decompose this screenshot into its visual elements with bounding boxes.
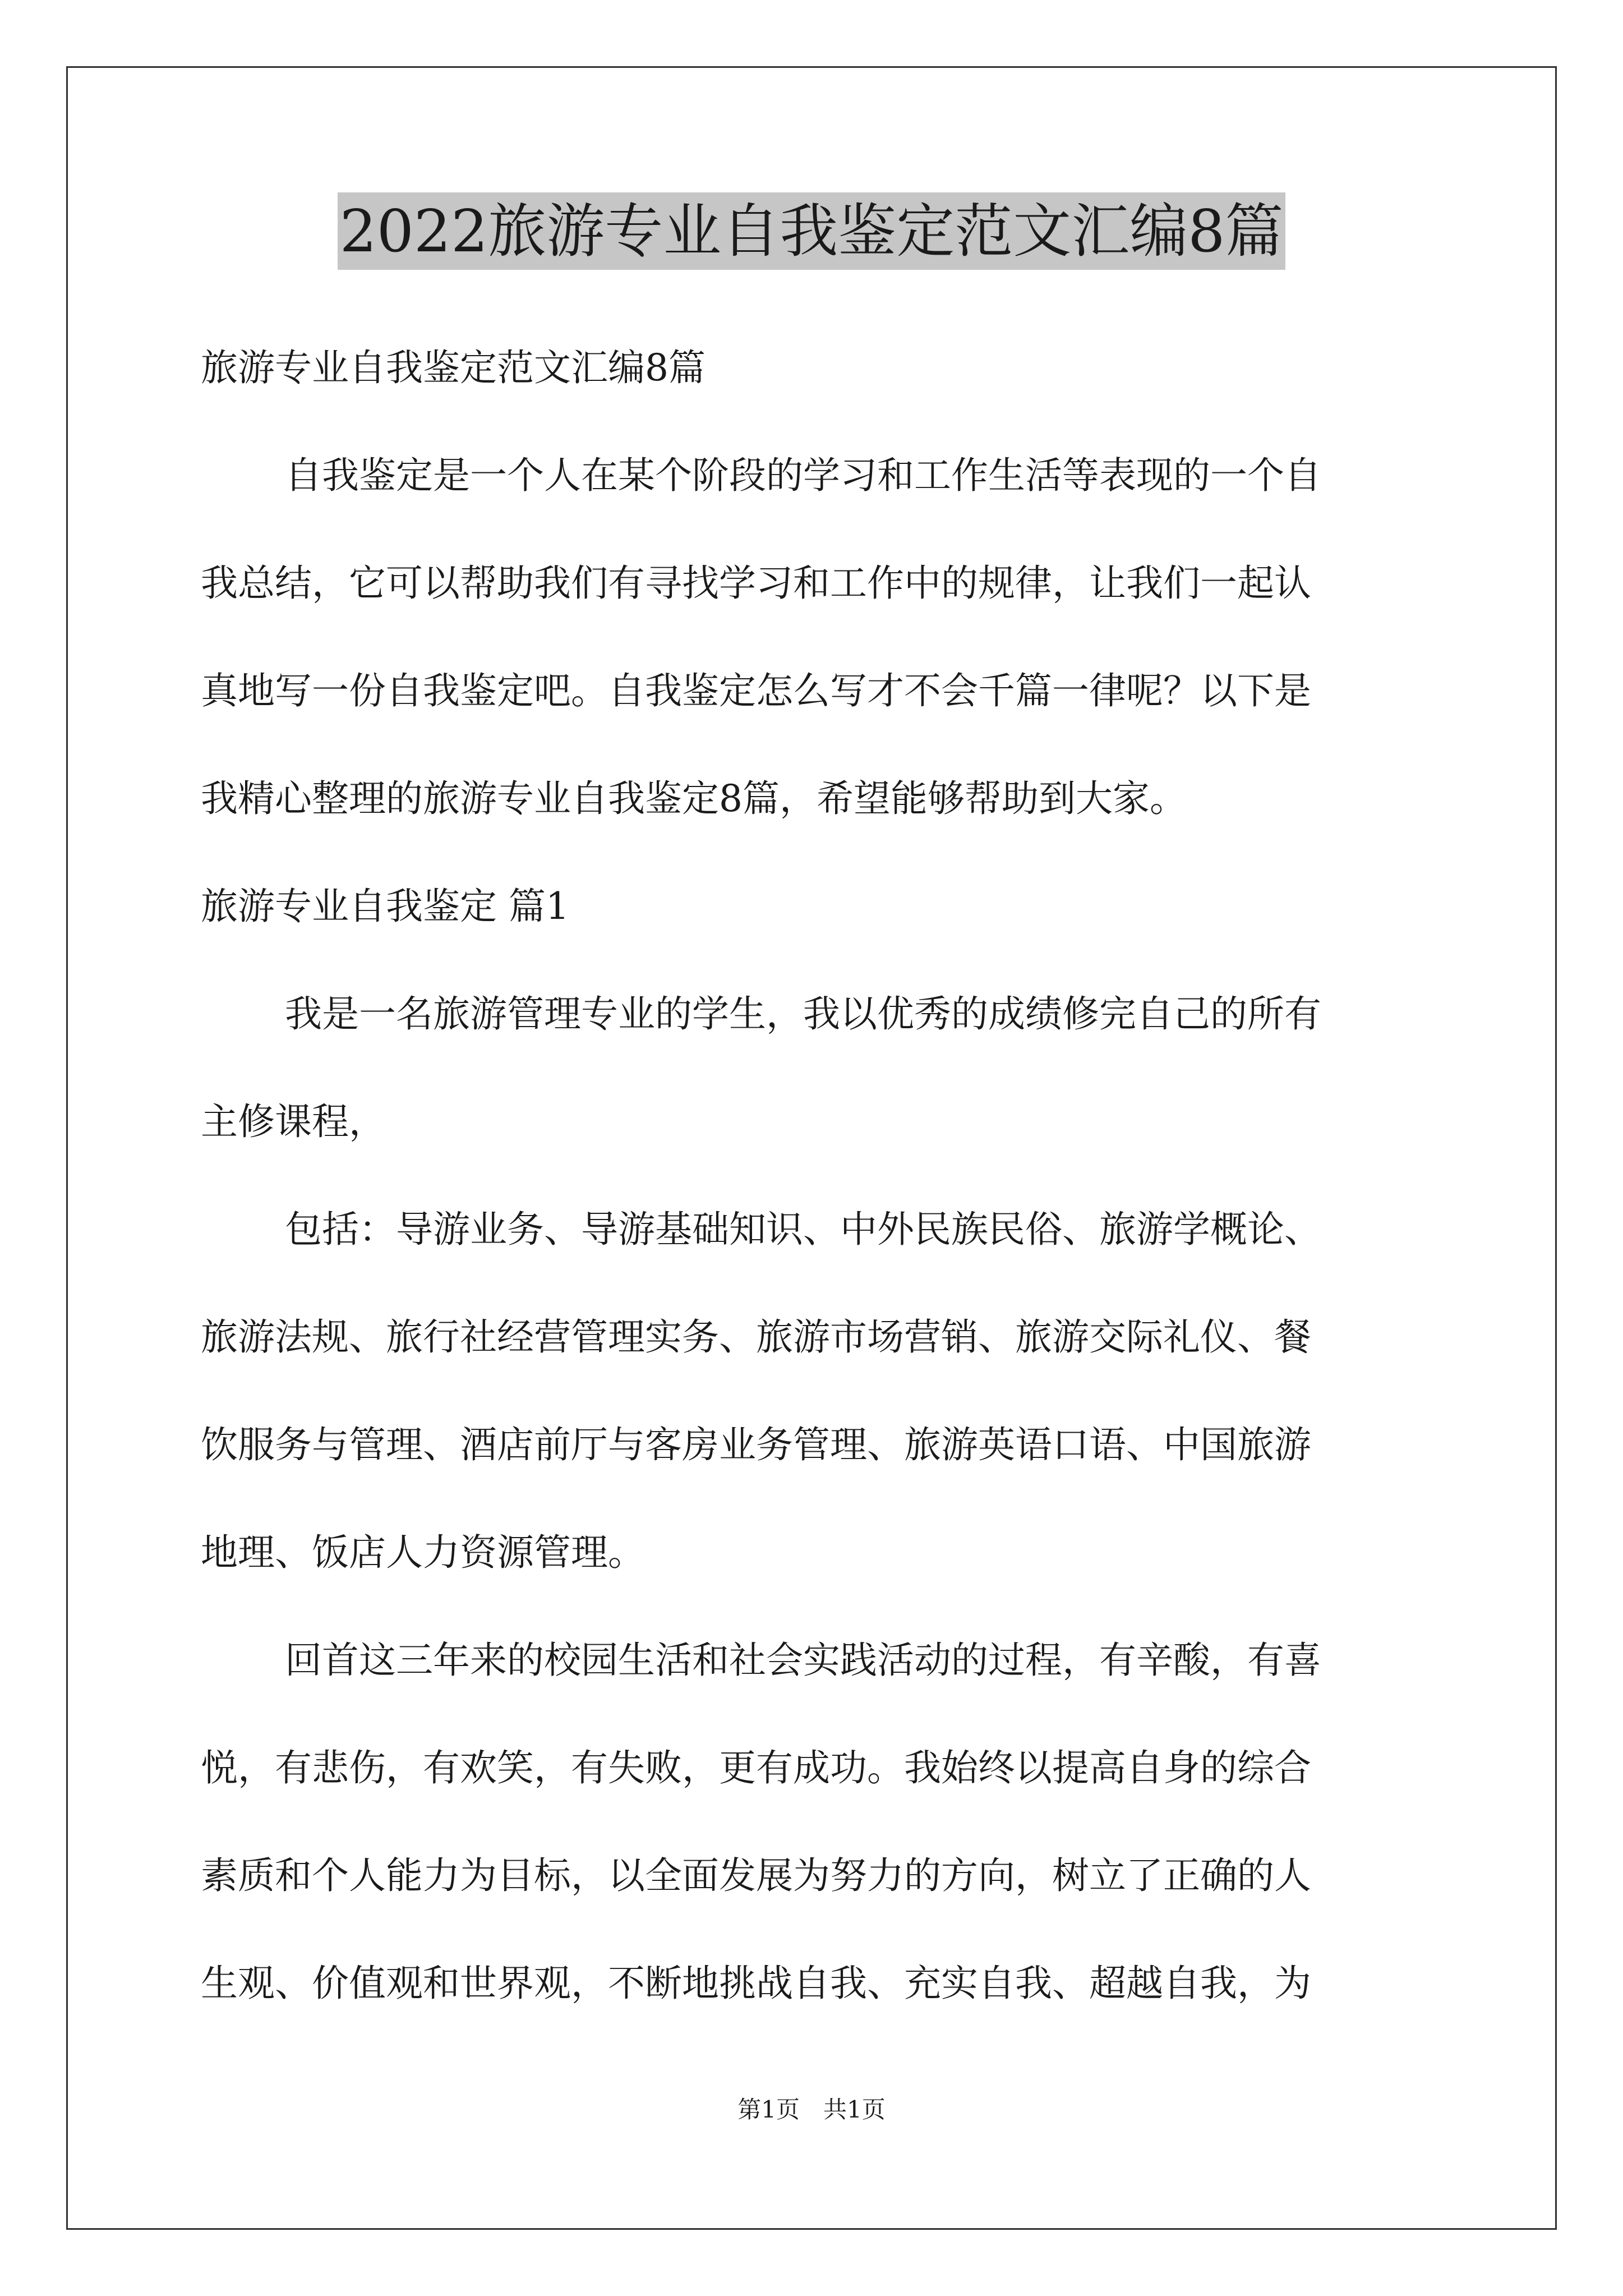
body-line: 回首这三年来的校园生活和社会实践活动的过程，有辛酸，有喜 bbox=[285, 1639, 1321, 1682]
body-line: 旅游专业自我鉴定 篇1 bbox=[201, 885, 569, 928]
body-line: 自我鉴定是一个人在某个阶段的学习和工作生活等表现的一个自 bbox=[285, 454, 1321, 497]
body-line: 悦，有悲伤，有欢笑，有失败，更有成功。我始终以提高自身的综合 bbox=[201, 1746, 1311, 1789]
document-title-text: 2022旅游专业自我鉴定范文汇编8篇 bbox=[338, 192, 1286, 270]
body-line: 包括：导游业务、导游基础知识、中外民族民俗、旅游学概论、 bbox=[285, 1208, 1321, 1251]
body-line: 素质和个人能力为目标，以全面发展为努力的方向，树立了正确的人 bbox=[201, 1854, 1311, 1897]
page-footer: 第1页 共1页 bbox=[737, 2096, 886, 2123]
body-line: 旅游法规、旅行社经营管理实务、旅游市场营销、旅游交际礼仪、餐 bbox=[201, 1315, 1311, 1359]
document-title bbox=[0, 197, 1623, 265]
body-line: 地理、饭店人力资源管理。 bbox=[201, 1531, 645, 1574]
body-line: 真地写一份自我鉴定吧。自我鉴定怎么写才不会千篇一律呢？以下是 bbox=[201, 669, 1311, 712]
body-line: 我是一名旅游管理专业的学生，我以优秀的成绩修完自己的所有 bbox=[285, 992, 1321, 1036]
body-line: 旅游专业自我鉴定范文汇编8篇 bbox=[201, 346, 706, 389]
document-body bbox=[201, 314, 1435, 2037]
body-line: 饮服务与管理、酒店前厅与客房业务管理、旅游英语口语、中国旅游 bbox=[201, 1423, 1311, 1466]
body-line: 主修课程， bbox=[201, 1100, 386, 1143]
body-line: 我总结，它可以帮助我们有寻找学习和工作中的规律，让我们一起认 bbox=[201, 562, 1311, 605]
body-line: 我精心整理的旅游专业自我鉴定8篇，希望能够帮助到大家。 bbox=[201, 777, 1187, 820]
body-line: 生观、价值观和世界观，不断地挑战自我、充实自我、超越自我，为 bbox=[201, 1962, 1311, 2005]
